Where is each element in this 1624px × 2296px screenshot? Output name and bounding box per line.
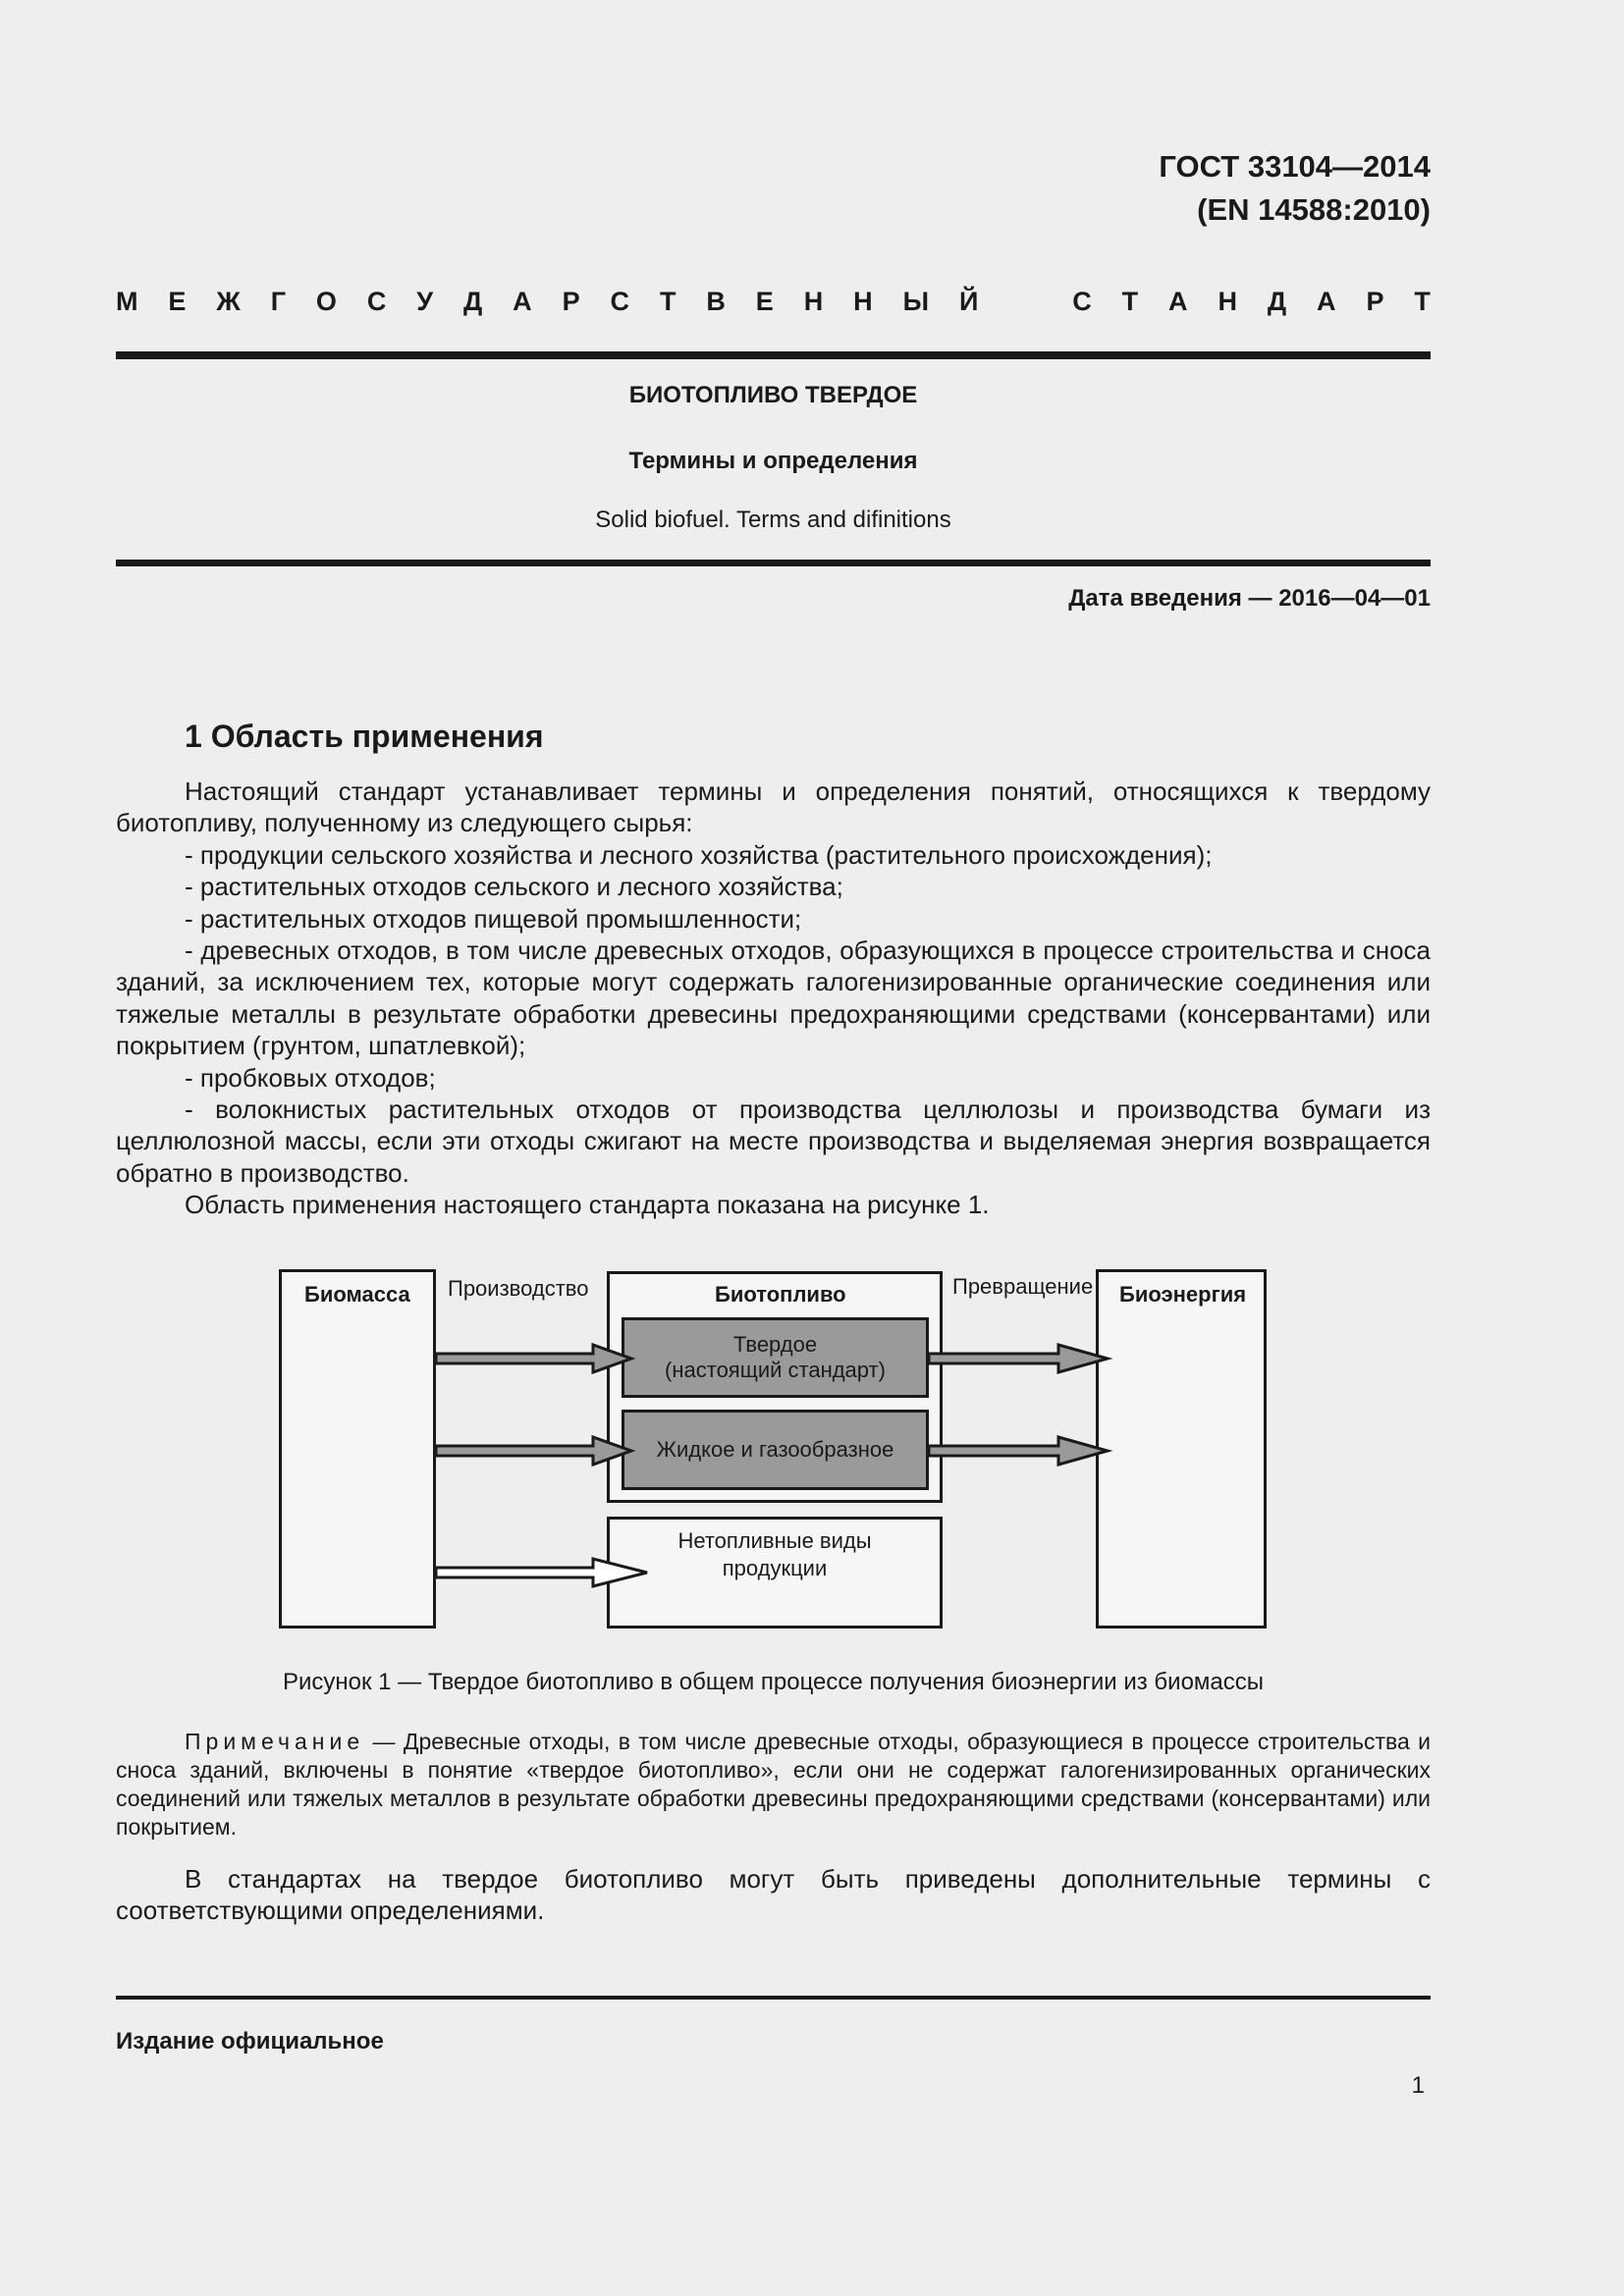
list-item: - древесных отходов, в том числе древесных отходов, образующихся в процессе строительства и сноса зданий, за исключением тех, которые могут содержать галогенизированные органические соединения или тяжелые металлы в результате обработки древесины предохраняющими средствами (консервантами) или покрытием (грунтом, шпатлевкой); xyxy=(116,935,1431,1061)
list-item: - растительных отходов сельского и лесного хозяйства; xyxy=(185,872,843,902)
banner-letter: Е xyxy=(755,287,774,316)
arrow-liquid-to-bioenergy xyxy=(929,1437,1108,1465)
standard-code-line1: ГОСТ 33104—2014 xyxy=(1159,149,1431,184)
banner-letter: Т xyxy=(659,287,677,316)
title-rule xyxy=(116,560,1431,566)
banner-letter: Р xyxy=(562,287,580,316)
official-edition: Издание официальное xyxy=(116,2028,384,2055)
list-item: - волокнистых растительных отходов от производства целлюлозы и производства бумаги из целлюлозной массы, если эти отходы сжигают на месте производства и выделяемая энергия возвращается обратно в производство. xyxy=(116,1095,1431,1188)
document-title: БИОТОПЛИВО ТВЕРДОЕ xyxy=(628,382,918,408)
solid-biofuel-line2: (настоящий стандарт) xyxy=(665,1358,886,1382)
paragraph: Настоящий стандарт устанавливает термины и определения понятий, относящихся к твердому биотопливу, полученному из следующего сырья: xyxy=(116,776,1431,838)
section-body xyxy=(116,775,1431,1221)
top-rule xyxy=(116,351,1431,359)
figure-caption: Рисунок 1 — Твердое биотопливо в общем процессе получения биоэнергии из биомассы xyxy=(282,1669,1265,1695)
figure-arrows xyxy=(116,1259,1431,1647)
banner-letter: О xyxy=(315,287,337,316)
page-number: 1 xyxy=(1411,2072,1425,2099)
banner-letter: Р xyxy=(1366,287,1384,316)
banner-letter: С xyxy=(610,287,630,316)
conversion-label: Превращение xyxy=(952,1274,1094,1299)
banner-letter: В xyxy=(706,287,726,316)
section-heading: 1 Область применения xyxy=(185,719,544,754)
banner-letter: Т xyxy=(1414,287,1431,316)
liquid-gas-label: Жидкое и газообразное xyxy=(656,1437,894,1462)
banner-letter: С xyxy=(366,287,387,316)
production-label: Производство xyxy=(448,1276,589,1301)
arrow-biomass-to-nonfuel xyxy=(436,1559,647,1586)
banner-letter: М xyxy=(116,287,138,316)
figure-1 xyxy=(116,1259,1431,1647)
banner-letter: Т xyxy=(1121,287,1139,316)
document-subtitle: Термины и определения xyxy=(628,448,918,474)
paragraph: В стандартах на твердое биотопливо могут быть приведены дополнительные термины с соответствующими определениями. xyxy=(116,1864,1431,1926)
banner-letter: Д xyxy=(463,287,483,316)
note-label: Примечание xyxy=(185,1729,365,1754)
banner-letter: А xyxy=(1317,287,1336,316)
paragraph: Область применения настоящего стандарта показана на рисунке 1. xyxy=(185,1190,990,1220)
biofuel-label: Биотопливо xyxy=(715,1282,846,1307)
interstate-standard-banner xyxy=(116,282,1431,321)
banner-letter: Н xyxy=(1218,287,1237,316)
arrow-biomass-to-solid xyxy=(436,1345,631,1372)
list-item: - растительных отходов пищевой промышленности; xyxy=(185,903,802,934)
banner-letter: А xyxy=(1168,287,1188,316)
arrow-solid-to-bioenergy xyxy=(929,1345,1108,1372)
nonfuel-line2: продукции xyxy=(722,1556,828,1580)
banner-letter: А xyxy=(513,287,532,316)
final-paragraph xyxy=(116,1863,1431,1927)
banner-letter: Г xyxy=(270,287,286,316)
bioenergy-label: Биоэнергия xyxy=(1119,1282,1247,1307)
biomass-label: Биомасса xyxy=(304,1282,410,1307)
banner-letter: Й xyxy=(958,287,979,316)
banner-letter: Е xyxy=(168,287,187,316)
footer-rule xyxy=(116,1996,1431,2000)
standard-code xyxy=(1159,145,1431,232)
banner-letter: У xyxy=(416,287,434,316)
standard-code-line2: (EN 14588:2010) xyxy=(1197,192,1431,227)
banner-letter: Н xyxy=(853,287,873,316)
nonfuel-line1: Нетопливные виды xyxy=(677,1528,872,1553)
list-item: - пробковых отходов; xyxy=(185,1062,436,1093)
list-item: - продукции сельского хозяйства и лесного хозяйства (растительного происхождения); xyxy=(185,839,1213,870)
banner-letter: Д xyxy=(1267,287,1287,316)
note-text: — Древесные отходы, в том числе древесные отходы, образующиеся в процессе строительства и сноса зданий, включены в понятие «твердое биотопливо», если они не содержат галогенизированных органических соединений или тяжелых металлов в результате обработки древесины предохраняющими средствами (консервантами) или покрытием. xyxy=(116,1729,1431,1840)
english-title: Solid biofuel. Terms and difinitions xyxy=(595,507,951,533)
solid-biofuel-line1: Твердое xyxy=(732,1332,818,1357)
note xyxy=(116,1728,1431,1842)
banner-letter: Н xyxy=(803,287,824,316)
banner-letter: Ы xyxy=(902,287,930,316)
banner-gap xyxy=(1008,282,1042,321)
introduction-date: Дата введения — 2016—04—01 xyxy=(1068,585,1431,612)
banner-letter: С xyxy=(1072,287,1092,316)
arrow-biomass-to-liquid xyxy=(436,1437,631,1465)
banner-letter: Ж xyxy=(216,287,241,316)
